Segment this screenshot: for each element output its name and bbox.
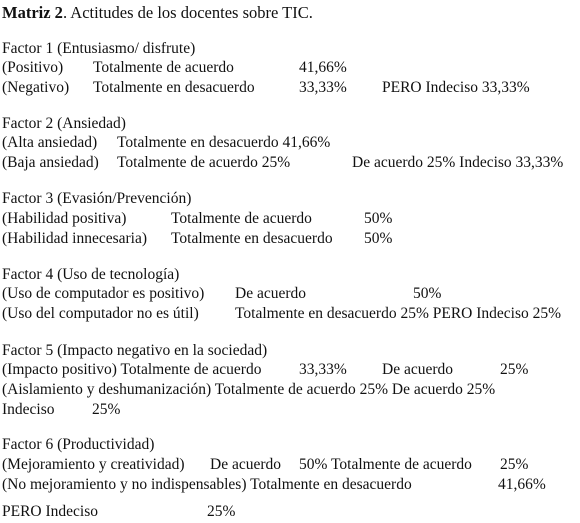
factor-5-heading: Factor 5 (Impacto negativo en la sociedad) xyxy=(2,342,268,359)
factor-4-row-not-useful-label: (Uso del computador no es útil) xyxy=(2,305,199,322)
factor-6-row-undecided-label: PERO Indeciso xyxy=(2,503,99,520)
factor-3-row-unnecessary-label: (Habilidad innecesaria) xyxy=(2,230,148,247)
factor-2-heading: Factor 2 (Ansiedad) xyxy=(2,115,126,132)
factor-6-row-improvement-response: De acuerdo xyxy=(210,456,281,473)
factor-5-row-undecided xyxy=(0,399,580,421)
factor-5-row-isolation-text: (Aislamiento y deshumanización) Totalmente de acuerdo 25% De acuerdo 25% xyxy=(2,381,496,398)
factor-3-row-unnecessary xyxy=(0,228,580,250)
factor-5-row-positive-value-2: 25% xyxy=(500,361,529,378)
factor-6-row-no-improvement-text: (No mejoramiento y no indispensables) Totalmente en desacuerdo xyxy=(2,476,412,493)
factor-3-row-positive-value: 50% xyxy=(364,210,393,227)
factor-4-row-not-useful-response: Totalmente en desacuerdo 25% PERO Indeciso 25% xyxy=(235,305,562,322)
factor-3-row-positive-response: Totalmente de acuerdo xyxy=(171,210,312,227)
factor-5-row-undecided-label: Indeciso xyxy=(2,401,55,418)
factor-5-row-positive xyxy=(0,359,580,381)
factor-6-row-improvement-label: (Mejoramiento y creatividad) xyxy=(2,456,185,473)
factor-2-row-high-label: (Alta ansiedad) xyxy=(2,134,98,151)
factor-5-row-undecided-value: 25% xyxy=(92,401,121,418)
factor-1-row-negative-label: (Negativo) xyxy=(2,79,70,96)
factor-6-row-improvement-response-2: 50% Totalmente de acuerdo xyxy=(299,456,472,473)
factor-2-row-low xyxy=(0,152,580,174)
factor-2-row-high xyxy=(0,132,580,154)
factor-4-row-positive xyxy=(0,283,580,305)
factor-2-row-low-extra: De acuerdo 25% Indeciso 33,33% xyxy=(352,154,564,171)
matrix-caption: . Actitudes de los docentes sobre TIC. xyxy=(62,3,313,22)
factor-2-row-low-response: Totalmente de acuerdo 25% xyxy=(117,154,291,171)
factor-4-row-not-useful xyxy=(0,303,580,325)
matrix-label: Matriz 2 xyxy=(2,3,63,22)
factor-2-row-high-response: Totalmente en desacuerdo 41,66% xyxy=(117,134,331,151)
factor-2-row-low-label: (Baja ansiedad) xyxy=(2,154,99,171)
factor-6-row-no-improvement xyxy=(0,474,580,496)
factor-5-row-isolation xyxy=(0,379,580,401)
factor-1-row-negative-response: Totalmente en desacuerdo xyxy=(93,79,255,96)
factor-1-heading: Factor 1 (Entusiasmo/ disfrute) xyxy=(2,40,196,57)
factor-1-row-positive-value: 41,66% xyxy=(299,59,347,76)
factor-6-heading: Factor 6 (Productividad) xyxy=(2,436,155,453)
factor-5-row-positive-response-2: De acuerdo xyxy=(382,361,453,378)
factor-6-row-improvement xyxy=(0,454,580,476)
document-title xyxy=(2,2,313,24)
factor-3-row-unnecessary-response: Totalmente en desacuerdo xyxy=(171,230,333,247)
factor-4-row-positive-response: De acuerdo xyxy=(235,285,306,302)
factor-4-row-positive-label: (Uso de computador es positivo) xyxy=(2,285,205,302)
factor-4-row-positive-value: 50% xyxy=(413,285,442,302)
factor-5-row-positive-label: (Impacto positivo) Totalmente de acuerdo xyxy=(2,361,262,378)
factor-1-row-negative xyxy=(0,77,580,99)
factor-3-heading: Factor 3 (Evasión/Prevención) xyxy=(2,190,192,207)
factor-3-row-positive-label: (Habilidad positiva) xyxy=(2,210,127,227)
factor-6-row-improvement-value: 25% xyxy=(500,456,529,473)
factor-1-row-negative-extra: PERO Indeciso 33,33% xyxy=(382,79,530,96)
factor-1-row-positive-label: (Positivo) xyxy=(2,59,64,76)
factor-4-heading: Factor 4 (Uso de tecnología) xyxy=(2,266,180,283)
factor-3-row-unnecessary-value: 50% xyxy=(364,230,393,247)
factor-6-row-undecided xyxy=(0,501,580,521)
factor-3-row-positive xyxy=(0,208,580,230)
factor-5-row-positive-value: 33,33% xyxy=(299,361,347,378)
factor-6-row-no-improvement-value: 41,66% xyxy=(498,476,546,493)
factor-1-row-negative-value: 33,33% xyxy=(299,79,347,96)
factor-1-row-positive-response: Totalmente de acuerdo xyxy=(93,59,234,76)
factor-6-row-undecided-value: 25% xyxy=(207,503,236,520)
factor-1-row-positive xyxy=(0,57,580,79)
